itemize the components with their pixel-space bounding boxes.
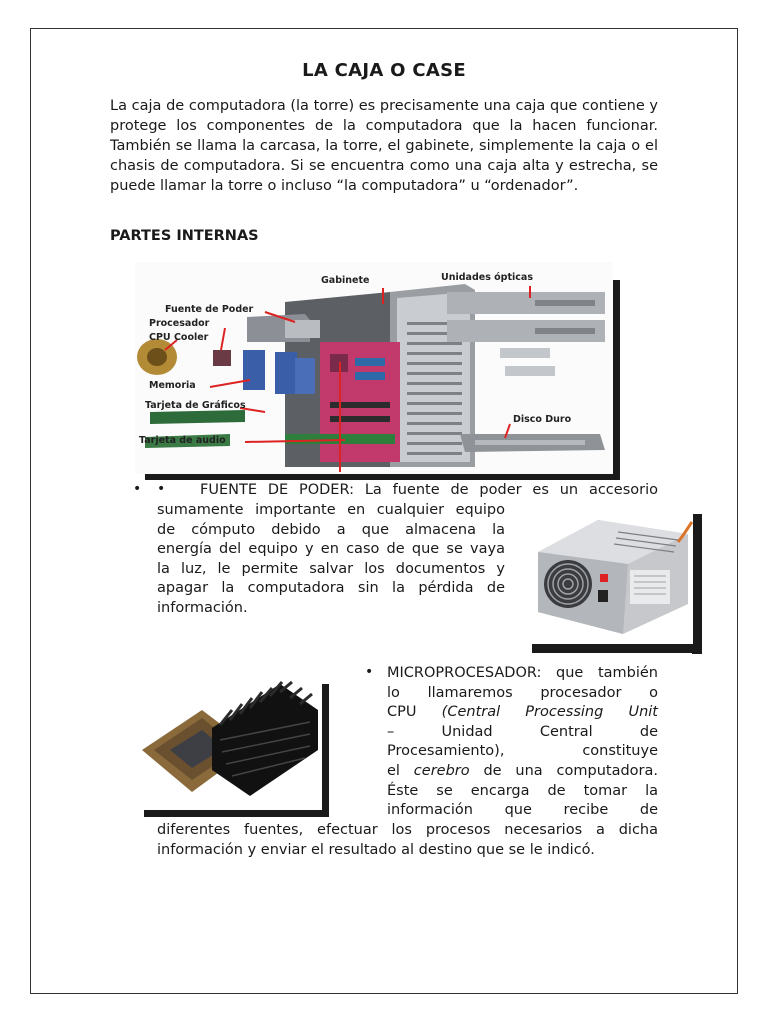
section-heading: PARTES INTERNAS	[110, 228, 259, 244]
power-supply-line-1: FUENTE DE PODER: La fuente de poder es un accesorio	[200, 482, 658, 498]
power-supply-line-7: información.	[157, 599, 248, 616]
page-title: LA CAJA O CASE	[302, 60, 466, 81]
cpu-line-6-suffix: de una computadora.	[469, 762, 658, 779]
cpu-line-4: – Unidad Central de	[387, 723, 658, 740]
cpu-line-6-italic: cerebro	[413, 762, 470, 779]
cpu-line-1: MICROPROCESADOR: que también	[387, 665, 658, 681]
label-memoria: Memoria	[149, 380, 196, 391]
label-tarjeta-audio: Tarjeta de audio	[139, 435, 226, 446]
cpu-line-7: Éste se encarga de tomar la	[387, 782, 658, 799]
microprocessor-image	[140, 670, 322, 810]
cpu-line-6-prefix: el	[387, 762, 414, 779]
label-disco-duro: Disco Duro	[513, 414, 572, 425]
power-supply-image	[528, 512, 693, 644]
microprocessor-text	[387, 664, 658, 821]
label-gabinete: Gabinete	[321, 275, 370, 286]
power-supply-line-2: sumamente importante en cualquier equipo	[157, 502, 505, 518]
power-supply-figure	[528, 512, 704, 654]
cpu-line-10: información y enviar el resultado al destino que se le indicó.	[157, 841, 595, 858]
label-fuente-de-poder: Fuente de Poder	[165, 304, 254, 315]
power-supply-text	[157, 501, 505, 619]
power-supply-first-line	[200, 481, 658, 501]
cpu-line-6	[387, 762, 658, 782]
label-procesador: Procesador	[149, 318, 210, 329]
microprocessor-bullet: •	[365, 664, 374, 680]
power-supply-line-5: la luz, le permite salvar los documentos y	[157, 560, 505, 577]
bullet-inner: •	[157, 481, 166, 497]
cpu-line-3-italic: (Central Processing Unit	[441, 704, 658, 721]
cpu-line-9: diferentes fuentes, efectuar los procesos necesarios a dicha	[157, 822, 658, 838]
cpu-line-5: Procesamiento), constituye	[387, 743, 658, 760]
computer-internals-figure	[135, 262, 623, 480]
cpu-line-2: lo llamaremos procesador o	[387, 684, 658, 701]
microprocessor-figure	[140, 670, 330, 818]
label-tarjeta-graficos: Tarjeta de Gráficos	[145, 400, 246, 411]
label-cpu-cooler: CPU Cooler	[149, 332, 209, 343]
cpu-line-3-prefix: CPU	[387, 704, 442, 721]
bullet-outer: •	[133, 481, 142, 497]
power-supply-line-4: energía del equipo y en caso de que se vaya	[157, 541, 505, 558]
label-unidades-opticas: Unidades ópticas	[441, 272, 533, 283]
cpu-line-3	[387, 703, 658, 723]
psu-shadow-bottom	[532, 643, 702, 653]
psu-shadow-right	[692, 514, 702, 654]
cpu-line-8: información que recibe de	[387, 802, 658, 819]
intro-paragraph: La caja de computadora (la torre) es precisamente una caja que contiene y protege los componentes de la computadora que la hacen funcionar. También se llama la carcasa, la torre, el gabinete, simplemente la caja o el chasis de computadora. Si se encuentra como una caja alta y estrecha, se puede llamar la torre o incluso “la computadora” u “ordenador”.	[110, 98, 658, 194]
microprocessor-text-continued	[157, 821, 658, 860]
power-supply-line-3: de cómputo debido a que almacena la	[157, 521, 505, 538]
power-supply-line-6: apagar la computadora sin la pérdida de	[157, 580, 505, 597]
